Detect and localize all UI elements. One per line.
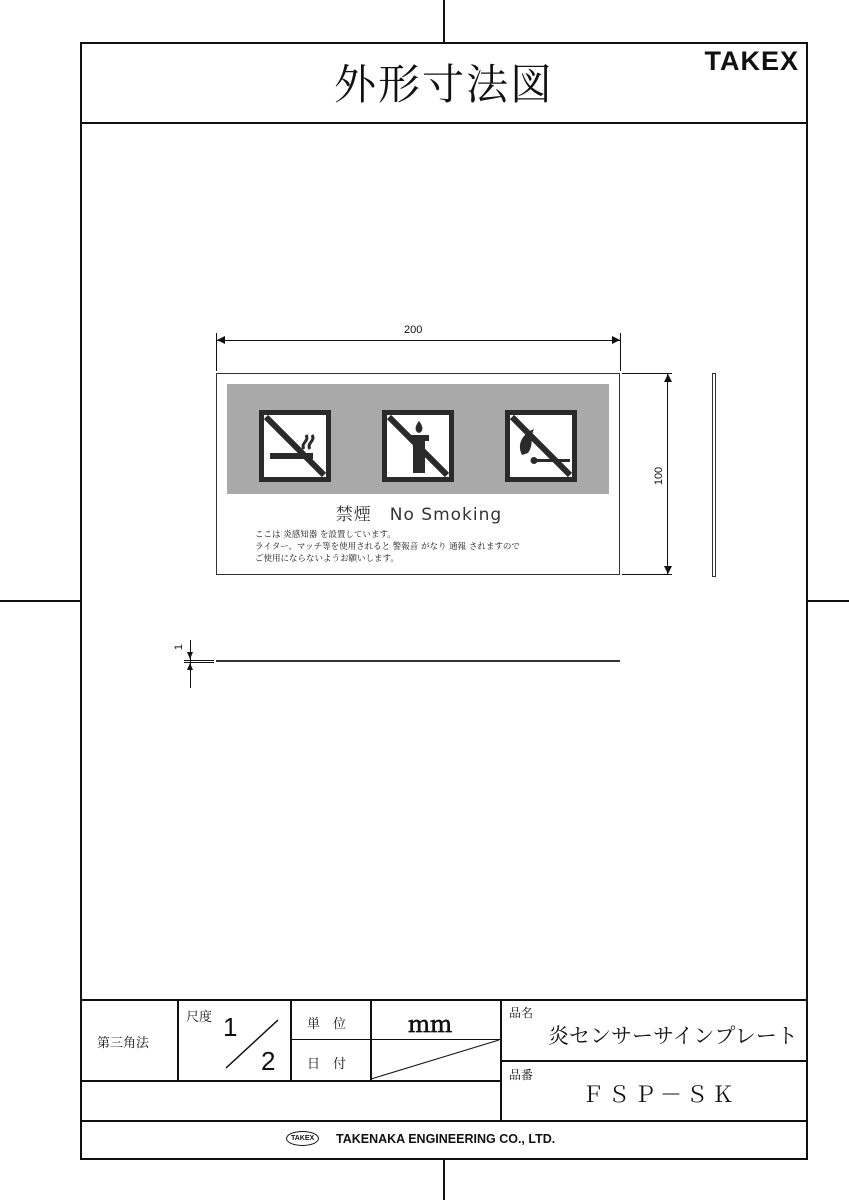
company-name: TAKENAKA ENGINEERING CO., LTD. (336, 1132, 556, 1146)
sign-plate (216, 373, 620, 575)
right-center-mark (808, 600, 849, 602)
drawing-title: 外形寸法図 (333, 60, 554, 109)
brand-logo: TAKEX (704, 46, 799, 76)
sign-line-2: ライター、マッチ等を使用されると 警報音 がなり 通報 されますので (255, 542, 520, 552)
bottom-center-mark (443, 1160, 445, 1200)
sign-message (255, 529, 520, 565)
drawing-frame (80, 42, 808, 1160)
unit-value: ｍｍ (408, 1013, 453, 1038)
width-dimension-label: 200 (404, 324, 423, 336)
product-name: 炎センサーサインプレート (548, 1024, 798, 1048)
header-divider (80, 122, 808, 124)
sign-line-3: ご使用にならないようお願いします。 (255, 554, 399, 564)
scale-numerator: 1 (223, 1012, 238, 1042)
scale-label: 尺度 (186, 1010, 213, 1025)
no-lighter-icon (382, 410, 454, 482)
title-block-v4 (500, 999, 502, 1121)
part-number: ＦＳＰ－ＳＫ (582, 1083, 739, 1108)
pictogram-bar (227, 384, 609, 494)
top-center-mark (443, 0, 445, 42)
company-logo: TAKEX (286, 1131, 319, 1146)
part-number-label: 品番 (509, 1068, 534, 1082)
title-block-mid (80, 1080, 500, 1082)
side-view (712, 373, 716, 577)
sign-line-1: ここは 炎感知器 を設置しています。 (255, 530, 396, 540)
left-center-mark (0, 600, 80, 602)
scale-denominator: 2 (261, 1046, 276, 1076)
height-dimension-label: 100 (653, 466, 666, 486)
no-smoking-icon (259, 410, 331, 482)
no-match-icon (505, 410, 577, 482)
date-label: 日 付 (307, 1057, 347, 1072)
title-block-top (80, 999, 808, 1001)
company-footer (80, 1122, 808, 1160)
product-name-label: 品名 (509, 1006, 534, 1020)
unit-label: 単 位 (307, 1017, 347, 1032)
sign-title: 禁煙 No Smoking (335, 505, 503, 525)
title-block-name-divider (500, 1060, 808, 1062)
title-block-v1 (177, 999, 179, 1080)
thickness-dimension-label: 1 (173, 643, 186, 651)
bottom-view (216, 660, 620, 662)
date-empty-slash (370, 1039, 500, 1080)
projection-label: 第三角法 (97, 1036, 150, 1051)
